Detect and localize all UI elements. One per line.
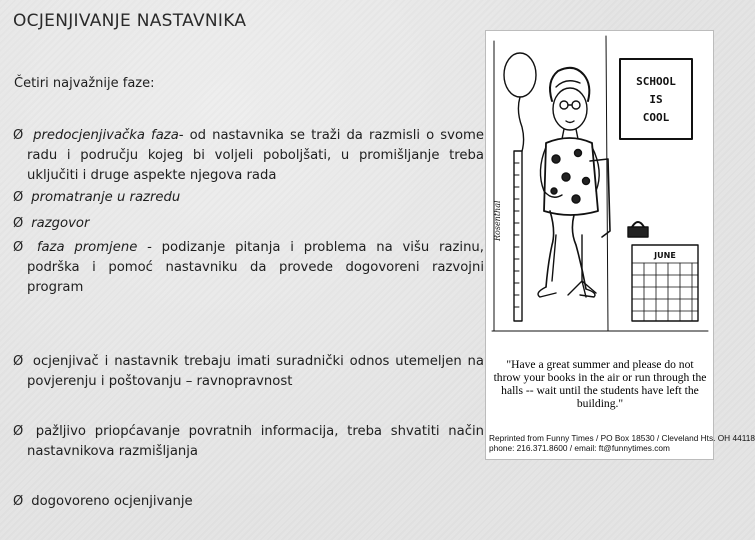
item-lead: razgovor [31,216,90,231]
cartoonist-signature: Rosenthal [493,200,502,241]
cartoon-caption: "Have a great summer and please do not throw your books in the air or run through the halls -- wait until the students have left the building." [493,358,707,410]
teacher-cartoon [485,30,755,460]
item-text: pažljivo priopćavanje povratnih informacija, treba shvatiti način nastavnikova razmišljanja [27,424,484,459]
credit-line: Reprinted from Funny Times / PO Box 18530 / Cleveland Hts. OH 44118 [489,433,755,443]
intro-text: Četiri najvažnije faze: [14,76,155,91]
item-text: ocjenjivač i nastavnik trebaju imati suradnički odnos utemeljen na povjerenju i poštovanju – ravnopravnost [27,354,484,389]
arrow-bullet-icon: Ø [13,354,24,369]
calendar-label: JUNE [654,251,676,260]
item-lead: predocjenjivačka faza- [33,128,184,143]
arrow-bullet-icon: Ø [13,494,24,509]
sign-line: COOL [642,111,670,124]
item-lead: faza promjene [36,240,138,255]
arrow-bullet-icon: Ø [13,216,24,231]
credit-line: phone: 216.371.8600 / email: ft@funnytimes.com [489,443,670,453]
list-item [13,126,484,186]
slide-title: OCJENJIVANJE NASTAVNIKA [13,11,247,31]
item-text: - podizanje pitanja i problema na višu razinu, podrška i pomoć nastavniku da provede dogovoreni razvojni program [27,240,484,295]
list-item [13,492,484,512]
item-lead: promatranje u razredu [31,190,181,205]
arrow-bullet-icon: Ø [13,128,24,143]
list-item [13,238,484,298]
arrow-bullet-icon: Ø [13,240,24,255]
item-text: od nastavnika se traži da razmisli o svome radu i području kojeg bi voljeli poboljšati, u promišljanje treba uključiti i druge aspekte njegova rada [27,128,484,183]
sign-line: SCHOOL [636,75,676,88]
arrow-bullet-icon: Ø [13,424,24,439]
arrow-bullet-icon: Ø [13,190,24,205]
list-item [13,352,484,392]
item-text: dogovoreno ocjenjivanje [31,494,193,509]
list-item [13,214,484,234]
list-item [13,422,484,462]
cartoon-credit [489,433,755,453]
list-item [13,188,484,208]
sign-line: IS [649,93,663,106]
